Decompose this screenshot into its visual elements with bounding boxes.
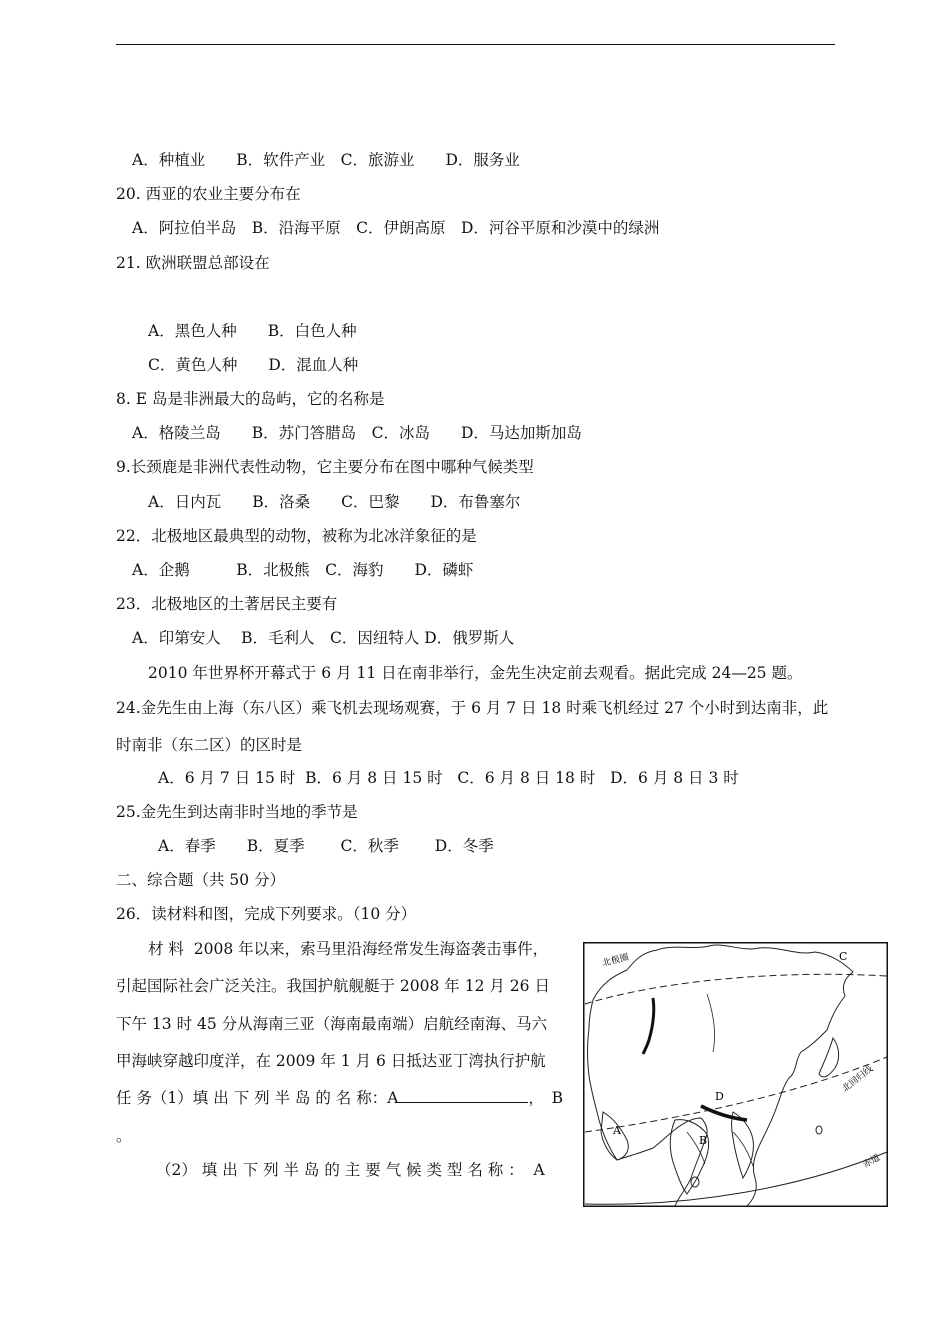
q21-stem: 21. 欧洲联盟总部设在 (116, 254, 270, 272)
q23-options: A．印第安人 B．毛利人 C．因纽特人 D．俄罗斯人 (132, 629, 515, 647)
q22-stem: 22．北极地区最典型的动物，被称为北冰洋象征的是 (116, 527, 477, 545)
q9-options: A．日内瓦 B．洛桑 C．巴黎 D．布鲁塞尔 (148, 493, 521, 511)
header-rule (116, 44, 835, 45)
q20-stem: 20. 西亚的农业主要分布在 (116, 185, 301, 203)
asia-map-figure (583, 942, 888, 1207)
q25-options: A．春季 B．夏季 C．秋季 D．冬季 (158, 837, 494, 855)
q8-stem: 8. E 岛是非洲最大的岛屿，它的名称是 (116, 390, 385, 408)
q19-options: A．种植业 B．软件产业 C．旅游业 D．服务业 (132, 151, 520, 169)
material-line-2: 引起国际社会广泛关注。我国护航舰艇于 2008 年 12 月 26 日 (116, 977, 550, 995)
q26-part1-end: 。 (116, 1127, 132, 1145)
material-line-1: 材 料 2008 年以来，索马里沿海经常发生海盗袭击事件， (148, 940, 549, 958)
q26-part1: 任 务（1）填 出 下 列 半 岛 的 名 称：A ， B (116, 1089, 564, 1107)
worldcup-intro: 2010 年世界杯开幕式于 6 月 11 日在南非举行，金先生决定前去观看。据此完成 24—25 题。 (148, 664, 803, 682)
q23-stem: 23．北极地区的土著居民主要有 (116, 595, 338, 613)
section-2-heading: 二、综合题（共 50 分） (116, 871, 286, 889)
map-label-tropic-of-cancer: 北回归线 (840, 1064, 876, 1095)
q8-options: A．格陵兰岛 B．苏门答腊岛 C．冰岛 D．马达加斯加岛 (132, 424, 582, 442)
material-line-3: 下午 13 时 45 分从海南三亚（海南最南端）启航经南海、马六 (116, 1015, 548, 1033)
q25-stem: 25.金先生到达南非时当地的季节是 (116, 803, 358, 821)
q26-part2: （2） 填 出 下 列 半 岛 的 主 要 气 候 类 型 名 称 ： A (156, 1161, 545, 1179)
map-label-d: D (715, 1090, 724, 1103)
map-frame (584, 943, 888, 1207)
race-options-ab: A．黑色人种 B．白色人种 (148, 322, 357, 340)
map-label-arctic-circle: 北极圈 (601, 952, 630, 969)
map-label-a: A (613, 1124, 621, 1137)
q24-stem-2: 时南非（东二区）的区时是 (116, 736, 303, 754)
map-label-c: C (839, 950, 848, 963)
q9-stem: 9.长颈鹿是非洲代表性动物，它主要分布在图中哪种气候类型 (116, 458, 534, 476)
q22-options: A．企鹅 B．北极熊 C．海豹 D．磷虾 (132, 561, 474, 579)
race-options-cd: C．黄色人种 D．混血人种 (148, 356, 359, 374)
q24-options: A．6 月 7 日 15 时 B．6 月 8 日 15 时 C．6 月 8 日 18 时 D．6 月 8 日 3 时 (158, 769, 739, 787)
answer-blank-a[interactable] (398, 1088, 528, 1103)
q26-stem: 26．读材料和图，完成下列要求。（10 分） (116, 905, 417, 923)
map-label-equator: 赤道 (861, 1152, 883, 1171)
map-label-b: B (699, 1134, 708, 1147)
q20-options: A．阿拉伯半岛 B．沿海平原 C．伊朗高原 D．河谷平原和沙漠中的绿洲 (132, 219, 660, 237)
material-line-4: 甲海峡穿越印度洋，在 2009 年 1 月 6 日抵达亚丁湾执行护航 (116, 1052, 546, 1070)
q24-stem-1: 24.金先生由上海（东八区）乘飞机去现场观赛，于 6 月 7 日 18 时乘飞机经过 27 个小时到达南非，此 (116, 699, 829, 717)
